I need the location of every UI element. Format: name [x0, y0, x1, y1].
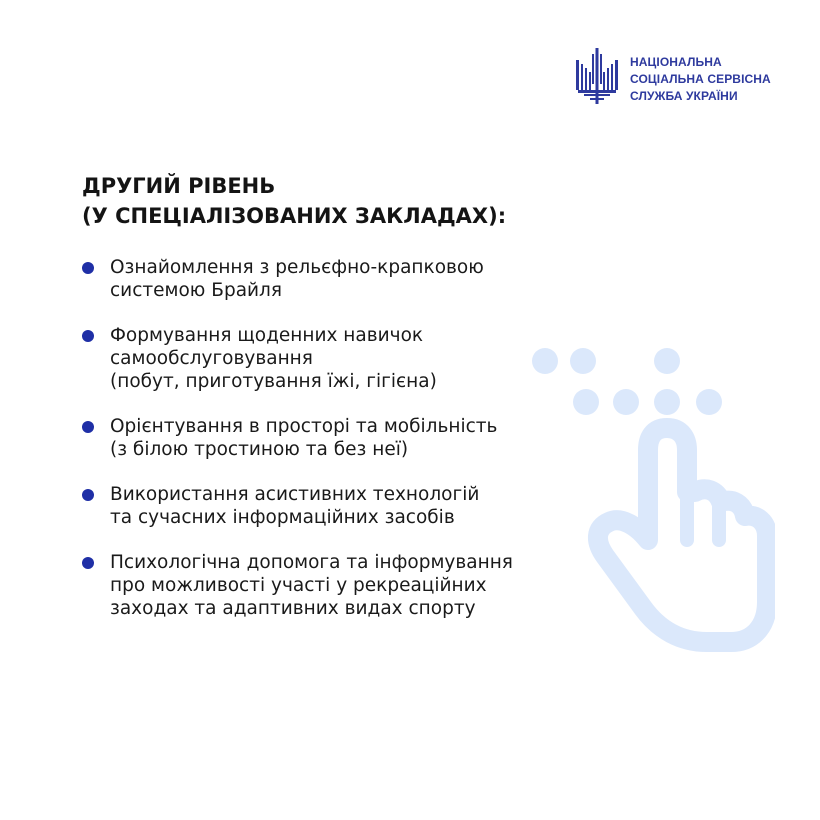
- logo-line: СЛУЖБА УКРАЇНИ: [630, 89, 738, 103]
- list-item: [82, 324, 513, 393]
- list-item-line: Ознайомлення з рельєфно-крапковою: [110, 257, 484, 278]
- braille-hand-icon: [525, 340, 775, 660]
- list-item-line: Психологічна допомога та інформування: [110, 552, 513, 573]
- list-item-line: Використання асистивних технологій: [110, 484, 480, 505]
- bullet-list: [82, 256, 513, 642]
- list-item-line: про можливості участі у рекреаційних: [110, 575, 487, 596]
- list-item: [82, 551, 513, 620]
- logo-line: СОЦІАЛЬНА СЕРВІСНА: [630, 72, 771, 86]
- list-item-line: та сучасних інформаційних засобів: [110, 507, 455, 528]
- logo-text: [630, 54, 771, 105]
- bullet-dot-icon: [82, 330, 94, 342]
- list-item-line: самообслуговування: [110, 348, 313, 369]
- page-title: [82, 171, 506, 231]
- bullet-dot-icon: [82, 489, 94, 501]
- list-item-line: (з білою тростиною та без неї): [110, 439, 409, 460]
- list-item-line: (побут, приготування їжі, гігієна): [110, 371, 437, 392]
- list-item: [82, 415, 513, 461]
- list-item: [82, 483, 513, 529]
- list-item: [82, 256, 513, 302]
- trident-emblem-icon: [574, 46, 620, 108]
- bullet-dot-icon: [82, 262, 94, 274]
- list-item-line: Орієнтування в просторі та мобільність: [110, 416, 498, 437]
- list-item-line: Формування щоденних навичок: [110, 325, 424, 346]
- title-line: (У СПЕЦІАЛІЗОВАНИХ ЗАКЛАДАХ):: [82, 204, 507, 228]
- title-line: ДРУГИЙ РІВЕНЬ: [82, 174, 276, 198]
- list-item-line: системою Брайля: [110, 280, 283, 301]
- logo: [574, 46, 771, 108]
- logo-line: НАЦІОНАЛЬНА: [630, 55, 722, 69]
- bullet-dot-icon: [82, 557, 94, 569]
- bullet-dot-icon: [82, 421, 94, 433]
- list-item-line: заходах та адаптивних видах спорту: [110, 598, 476, 619]
